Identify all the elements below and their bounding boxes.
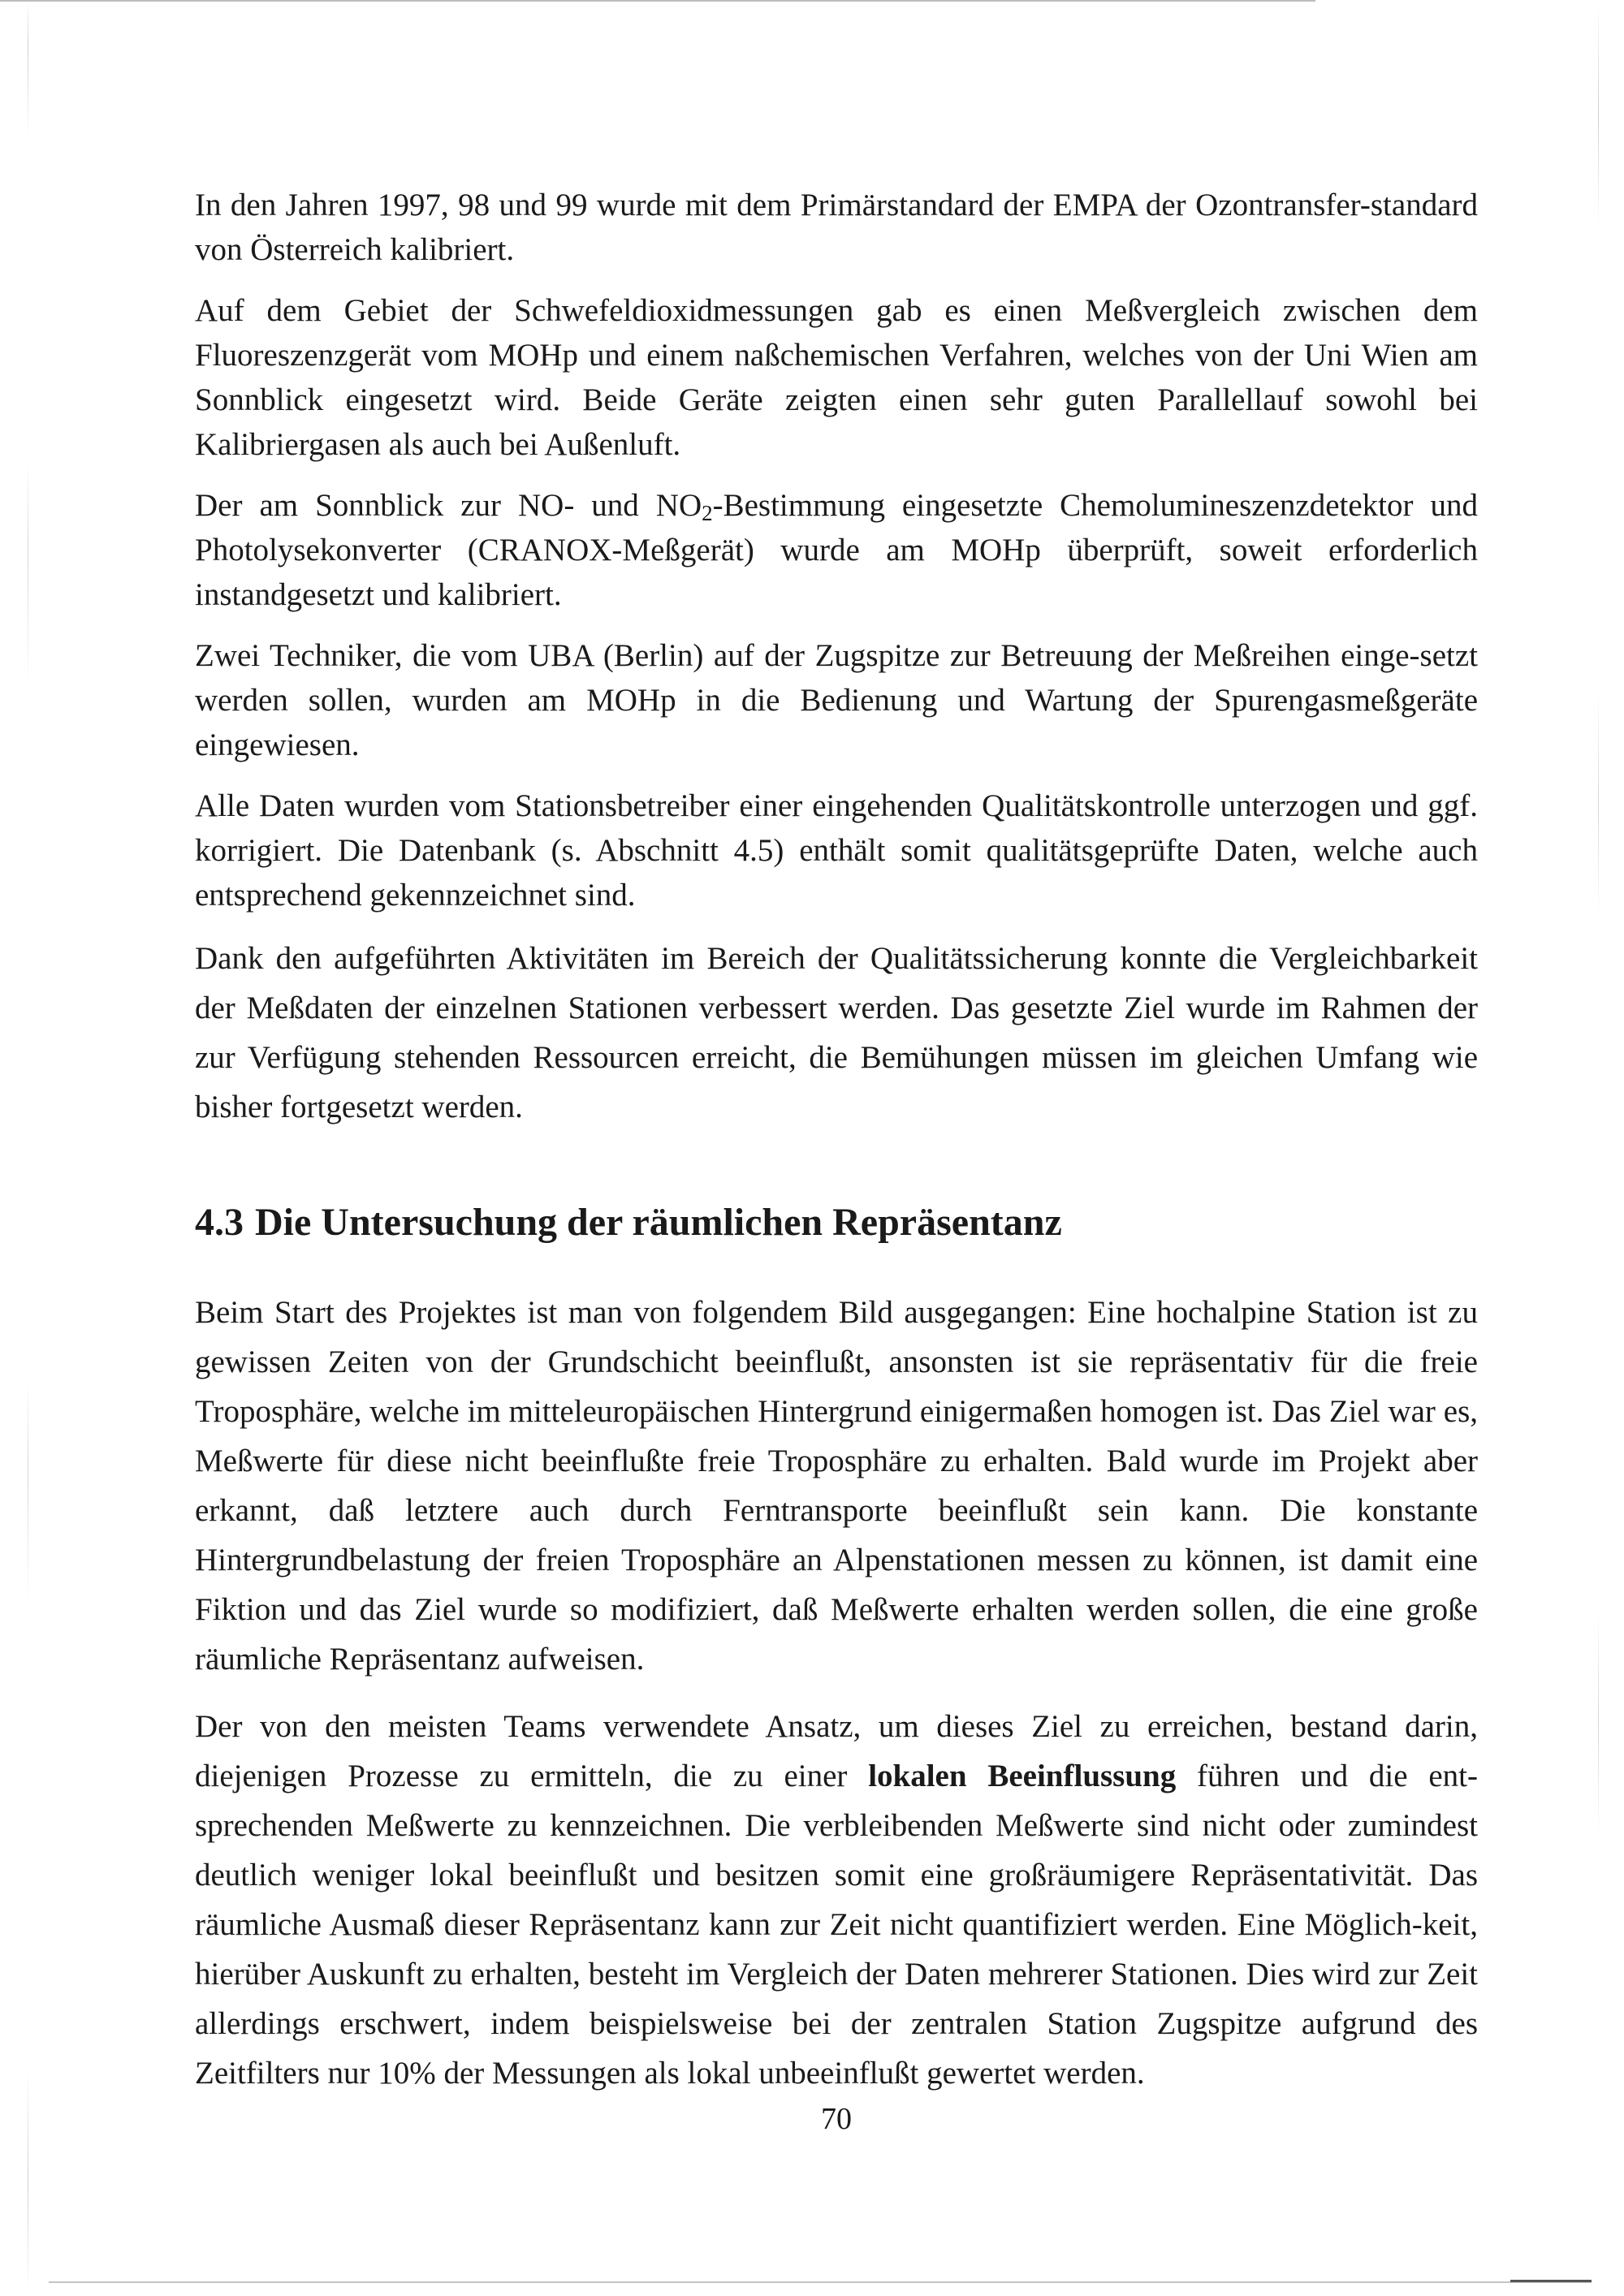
scan-edge-top	[0, 0, 1315, 2]
text-segment: führen und die ent-sprechenden Meßwerte zu kennzeichnen. Die verbleibenden Meßwerte sind nicht oder zumindest deutlich weniger lokal beeinflußt und besitzen somit eine großräumigere Repräsentativität. Das räumliche Ausmaß dieser Repräsentanz kann zur Zeit nicht quantifiziert werden. Eine Möglich-keit, hierüber Auskunft zu erhalten, besteht im Vergleich der Daten mehrerer Stationen. Dies wird zur Zeit allerdings erschwert, indem beispielsweise bei der zentralen Station Zugspitze aufgrund des Zeitfilters nur 10% der Messungen als lokal unbeeinflußt gewertet werden.	[195, 1759, 1478, 2091]
text-segment: Der am Sonnblick zur NO- und NO	[195, 488, 702, 523]
bold-term: lokalen Beeinflussung	[868, 1759, 1177, 1793]
text-segment: -Bestimmung eingesetzte Chemolumineszenzdetektor und Photolysekonverter (CRANOX-Meßgerät) wurde am MOHp überprüft, soweit erforderlich instandgesetzt und kalibriert.	[195, 488, 1478, 612]
scan-edge-bottom	[49, 2281, 1592, 2283]
paragraph-project-start: Beim Start des Projektes ist man von folgendem Bild ausgegangen: Eine hochalpine Station ist zu gewissen Zeiten von der Grundschicht beeinflußt, ansonsten ist sie repräsentativ für die freie Troposphäre, welche im mitteleuropäischen Hintergrund einigermaßen homogen ist. Das Ziel war es, Meßwerte für diese nicht beeinflußte freie Troposphäre zu erhalten. Bald wurde im Projekt aber erkannt, daß letztere auch durch Ferntransporte beeinflußt sein kann. Die konstante Hintergrundbelastung der freien Troposphäre an Alpenstationen messen zu können, ist damit eine Fiktion und das Ziel wurde so modifiziert, daß Meßwerte erhalten werden sollen, die eine große räumliche Repräsentanz aufweisen.	[195, 1295, 1478, 1677]
paragraph-comparability: Dank den aufgeführten Aktivitäten im Bereich der Qualitätssicherung konnte die Vergleichbarkeit der Meßdaten der einzelnen Stationen verbessert werden. Das gesetzte Ziel wurde im Rahmen der zur Verfügung stehenden Ressourcen erreicht, die Bemühungen müssen im gleichen Umfang wie bisher fortgesetzt werden.	[195, 941, 1478, 1124]
paragraph-approach	[195, 1702, 1478, 2098]
paragraph-quality-control: Alle Daten wurden vom Stationsbetreiber einer eingehenden Qualitätskontrolle unterzogen und ggf. korrigiert. Die Datenbank (s. Abschnitt 4.5) enthält somit qualitätsgeprüfte Daten, welche auch entsprechend gekennzeichnet sind.	[195, 788, 1478, 913]
page-number: 70	[821, 2102, 852, 2136]
paragraph-no-no2-measurement	[195, 483, 1478, 617]
document-page	[195, 183, 1478, 2116]
paragraph-uba-technicians: Zwei Techniker, die vom UBA (Berlin) auf der Zugspitze zur Betreuung der Meßreihen einge-setzt werden sollen, wurden am MOHp in die Bedienung und Wartung der Spurengasmeßgeräte eingewiesen.	[195, 638, 1478, 762]
paragraph-ozone-calibration: In den Jahren 1997, 98 und 99 wurde mit dem Primärstandard der EMPA der Ozontransfer-standard von Österreich kalibriert.	[195, 188, 1478, 267]
section-number: 4.3	[195, 1201, 244, 1244]
section-title: Die Untersuchung der räumlichen Repräsentanz	[255, 1201, 1062, 1244]
text-segment: Der von den meisten Teams verwendete Ansatz, um dieses Ziel zu erreichen, bestand darin, diejenigen Prozesse zu ermitteln, die zu einer	[195, 1709, 1478, 1793]
section-heading	[195, 1198, 1478, 1247]
paragraph-so2-comparison: Auf dem Gebiet der Schwefeldioxidmessungen gab es einen Meßvergleich zwischen dem Fluoreszenzgerät vom MOHp und einem naßchemischen Verfahren, welches von der Uni Wien am Sonnblick eingesetzt wird. Beide Geräte zeigten einen sehr guten Parallellauf sowohl bei Kalibriergasen als auch bei Außenluft.	[195, 293, 1478, 462]
scan-edge-bottom-mark	[1510, 2280, 1592, 2282]
subscript: 2	[702, 501, 713, 525]
scan-edge-right	[1598, 0, 1599, 2296]
